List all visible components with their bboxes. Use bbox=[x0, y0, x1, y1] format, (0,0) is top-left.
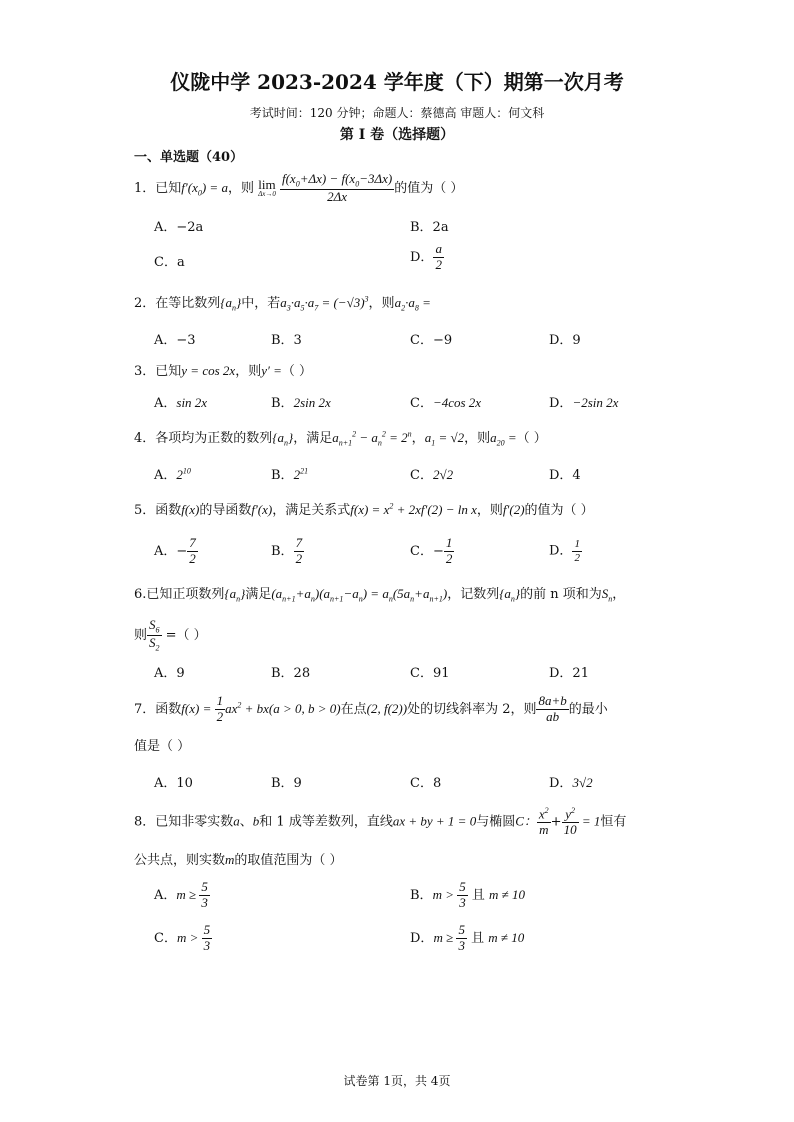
q2-option-c[interactable]: C．−9 bbox=[410, 333, 453, 348]
q1-option-b[interactable]: B．2a bbox=[410, 220, 449, 235]
q7-option-d[interactable]: D．3√2 bbox=[549, 775, 593, 791]
q2-option-b[interactable]: B．3 bbox=[271, 333, 302, 348]
question-6: 6.已知正项数列$\{a_n\}$满足$(a_{n+1}+a_n)(a_{n+1}-a_n) = a_n(5a_n+a_{n+1})$，记数列$\{a_n\}$的前 n 项和为$S_n$， bbox=[134, 586, 626, 604]
q7-option-a[interactable]: A．10 bbox=[154, 776, 193, 791]
question-7: 7．函数f(x) = $\frac{1}{2}$ $ax^2 + bx(a > 0$, b > 0)在点(2, f(2))处的切线斜率为 2，则 $\frac{8a+b}{ab}$ 的最小 bbox=[134, 693, 608, 724]
q2-option-d[interactable]: D．9 bbox=[549, 333, 581, 348]
q8-option-c[interactable]: C．m > $\frac{5}{3}$ bbox=[154, 922, 211, 953]
question-1: 1．已知$f'(x_0) = a$，则 lim Δx→0 $\frac{f(x_0+\Delta x) - f(x_0-3\Delta x)}{2\Delta x}$ 的值为（ ） bbox=[134, 171, 464, 204]
q3-option-a[interactable]: A．sin 2x bbox=[154, 395, 208, 411]
math-expr: $a_{n+1}^2 - a_n^2 = 2^n$ bbox=[332, 429, 412, 448]
question-8-cont: 公共点，则实数m的取值范围为（ ） bbox=[134, 852, 343, 868]
question-3: 3．已知y = cos 2x，则y′ =（ ） bbox=[134, 363, 312, 379]
q1-option-d[interactable]: D． $\frac{a}{2}$ bbox=[410, 241, 442, 272]
q6-option-c[interactable]: C．91 bbox=[410, 666, 450, 681]
question-8: 8．已知非零实数a、b和 1 成等差数列，直线ax + by + 1 = 0与椭圆C： $\frac{x^2}{m}$ + $\frac{y^2}{10}$ = 1恒有 bbox=[134, 806, 627, 838]
math-expr: $a_1 = √2$ bbox=[424, 430, 465, 448]
q5-option-c[interactable]: C．− $\frac{1}{2}$ bbox=[410, 535, 453, 566]
q8-option-b[interactable]: B．m > $\frac{5}{3}$ 且 m ≠ 10 bbox=[410, 879, 526, 910]
q7-option-b[interactable]: B．9 bbox=[271, 776, 302, 791]
math-expr: $a_3\cdot a_5\cdot a_7 = (-√3)^3$ bbox=[280, 294, 369, 313]
q4-option-a[interactable]: A．$2^{10}$ bbox=[154, 466, 191, 483]
math-expr: $\{a_n\}$ bbox=[272, 430, 294, 448]
question-4: 4．各项均为正数的数列$\{a_n\}$，满足$a_{n+1}^2 - a_n^2 = 2^n$，$a_1 = √2$，则$a_{20}$ =（ ） bbox=[134, 429, 547, 448]
q1-option-a[interactable]: A．−2a bbox=[154, 220, 204, 235]
q7-option-c[interactable]: C．8 bbox=[410, 776, 442, 791]
math-fraction: $\frac{a}{2}$ bbox=[435, 241, 442, 272]
q8-option-d[interactable]: D．m ≥ $\frac{5}{3}$ 且 m ≠ 10 bbox=[410, 922, 525, 953]
volume-title: 第 I 卷（选择题） bbox=[339, 127, 455, 143]
math-expr: $\{a_n\}$ bbox=[220, 295, 242, 313]
q8-option-a[interactable]: A．m ≥ $\frac{5}{3}$ bbox=[154, 879, 208, 910]
section-heading: 一、单选题（40） bbox=[134, 150, 244, 165]
exam-title: 仪陇中学 2023-2024 学年度（下）期第一次月考 bbox=[170, 70, 624, 94]
q1-option-c[interactable]: C．a bbox=[154, 255, 185, 270]
q5-option-d[interactable]: D． $\frac{1}{2}$ bbox=[549, 538, 580, 564]
q4-option-d[interactable]: D．4 bbox=[549, 468, 581, 483]
q3-option-b[interactable]: B．2sin 2x bbox=[271, 395, 331, 411]
q4-option-c[interactable]: C．2√2 bbox=[410, 467, 454, 483]
q5-option-b[interactable]: B． $\frac{7}{2}$ bbox=[271, 535, 303, 566]
math-expr: $a_2\cdot a_8$ = bbox=[394, 295, 431, 313]
q3-option-c[interactable]: C．−4cos 2x bbox=[410, 395, 482, 411]
q5-option-a[interactable]: A．− $\frac{7}{2}$ bbox=[154, 535, 196, 566]
question-5: 5．函数f(x)的导函数f′(x)，满足关系式$f(x) = x^2 + 2xf'(2) - \ln x$，则f′(2)的值为（ ） bbox=[134, 501, 594, 518]
math-fraction: $\frac{f(x_0+\Delta x) - f(x_0-3\Delta x)}{2\Delta x}$ bbox=[281, 171, 393, 204]
q6-option-b[interactable]: B．28 bbox=[271, 666, 311, 681]
q6-option-a[interactable]: A．9 bbox=[154, 666, 185, 681]
page-footer: 试卷第 1页，共 4页 bbox=[343, 1074, 451, 1088]
q6-option-d[interactable]: D．21 bbox=[549, 666, 589, 681]
math-expr: y′ = bbox=[261, 363, 282, 378]
q4-option-b[interactable]: B．$2^{21}$ bbox=[271, 466, 309, 483]
exam-meta: 考试时间：120 分钟；命题人：蔡德高 审题人：何文科 bbox=[249, 106, 545, 120]
math-expr: y = cos 2x bbox=[181, 363, 236, 378]
question-6-cont: 则 $\frac{S_6}{S_2}$ =（ ） bbox=[134, 617, 207, 653]
q2-option-a[interactable]: A．−3 bbox=[154, 333, 196, 348]
math-expr: $a_{20}$ = bbox=[490, 430, 517, 448]
math-expr: lim Δx→0 bbox=[258, 177, 276, 199]
question-2: 2．在等比数列$\{a_n\}$中，若$a_3\cdot a_5\cdot a_7 = (-√3)^3$，则$a_2\cdot a_8$ = bbox=[134, 294, 431, 313]
math-expr: $f'(x_0) = a$ bbox=[181, 179, 228, 198]
question-7-cont: 值是（ ） bbox=[134, 739, 191, 754]
q3-option-d[interactable]: D．−2sin 2x bbox=[549, 395, 619, 411]
